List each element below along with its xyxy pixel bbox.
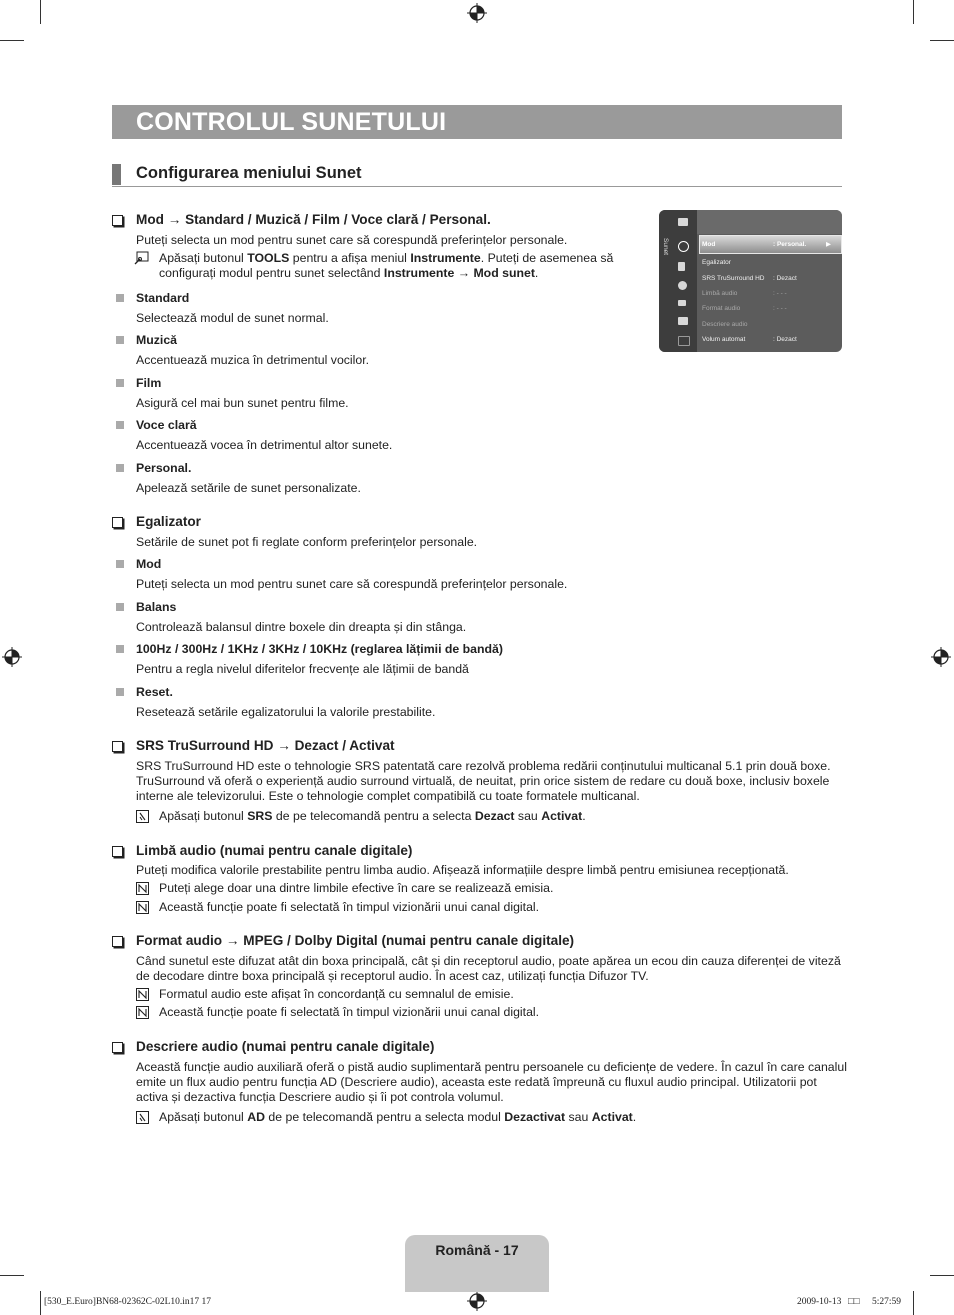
format-note: Formatul audio este afișat în concordanță cu semnalul de emisie. bbox=[159, 987, 514, 1001]
note-text: → bbox=[454, 266, 474, 280]
list-item-desc: Pentru a regla nivelul diferitelor frecvențe ale lățimii de bandă bbox=[136, 662, 469, 676]
srs-description: SRS TruSurround HD este o tehnologie SRS patentată care rezolvă problema redării conținutului multicanal 5.1 prin două boxe. bbox=[136, 759, 831, 773]
note-text: Apăsați butonul bbox=[159, 251, 248, 265]
setup-icon bbox=[678, 281, 687, 290]
note-text: Mod sunet bbox=[473, 266, 535, 280]
mod-heading: Mod → Standard / Muzică / Film / Voce clară / Personal. bbox=[136, 212, 491, 227]
srs-heading: SRS TruSurround HD → Dezact / Activat bbox=[136, 738, 395, 753]
bullet-square-icon bbox=[116, 603, 124, 611]
registration-mark-icon bbox=[2, 647, 22, 667]
note-text: Activat bbox=[541, 809, 583, 823]
note-text: . bbox=[582, 809, 586, 823]
section-divider bbox=[112, 186, 842, 187]
tools-note-icon bbox=[134, 251, 150, 265]
registration-mark-icon bbox=[467, 1291, 487, 1311]
format-description: Când sunetul este difuzat atât din boxa principală, cât și din receptorul audio, poate apărea un ecou din cauza diferenței de viteză bbox=[136, 954, 841, 968]
crop-mark bbox=[0, 1275, 24, 1276]
format-heading: Format audio → MPEG / Dolby Digital (numai pentru canale digitale) bbox=[136, 933, 575, 948]
osd-row-value: : Dezact bbox=[773, 336, 797, 343]
format-note: Această funcție poate fi selectată în timpul vizionării unui canal digital. bbox=[159, 1005, 540, 1019]
checkbox-bullet-icon bbox=[112, 517, 123, 528]
crop-mark bbox=[0, 40, 24, 41]
page-number: Română - 17 bbox=[435, 1242, 519, 1258]
application-icon bbox=[678, 317, 688, 325]
limba-note: Această funcție poate fi selectată în timpul vizionării unui canal digital. bbox=[159, 900, 540, 914]
osd-topbar bbox=[697, 210, 842, 234]
list-item-desc: Accentuează muzica în detrimentul vocilor. bbox=[136, 353, 370, 367]
remote-button-note-icon bbox=[136, 1111, 149, 1124]
note-text: de pe telecomandă pentru a selecta modul bbox=[264, 1110, 505, 1124]
list-item-label: Standard bbox=[136, 291, 190, 305]
osd-selected-row bbox=[699, 235, 842, 254]
checkbox-bullet-icon bbox=[112, 215, 123, 226]
list-item-label: Personal. bbox=[136, 461, 192, 475]
srs-description: interne ale televizorului. Este o tehnologie complet compatibilă cu toate formatele multicanal. bbox=[136, 789, 640, 803]
tv-sound-menu bbox=[659, 210, 842, 352]
note-text: Dezact bbox=[474, 809, 515, 823]
list-item-label: Film bbox=[136, 376, 162, 390]
crop-mark bbox=[40, 0, 41, 24]
checkbox-bullet-icon bbox=[112, 741, 123, 752]
osd-row-label: Format audio bbox=[702, 305, 741, 312]
note-text: de pe telecomandă pentru a selecta bbox=[272, 809, 475, 823]
list-item-desc: Controlează balansul dintre boxele din dreapta și din stânga. bbox=[136, 620, 467, 634]
bullet-square-icon bbox=[116, 336, 124, 344]
osd-row-label: Volum automat bbox=[702, 336, 746, 343]
note-text: Instrumente bbox=[383, 266, 455, 280]
mod-tools-note-line1 bbox=[159, 251, 613, 267]
bullet-square-icon bbox=[116, 645, 124, 653]
limba-note: Puteți alege doar una dintre limbile efective în care se realizează emisia. bbox=[159, 881, 554, 895]
section-title: Configurarea meniului Sunet bbox=[136, 164, 362, 182]
bullet-square-icon bbox=[116, 688, 124, 696]
list-item-label: Voce clară bbox=[136, 418, 197, 432]
list-item-desc: Apelează setările de sunet personalizate. bbox=[136, 481, 361, 495]
print-file-info: [530_E.Euro]BN68-02362C-02L10.in17 17 bbox=[44, 1297, 212, 1307]
list-item-label: Muzică bbox=[136, 333, 177, 347]
note-text: sau bbox=[514, 809, 542, 823]
picture-icon bbox=[678, 218, 688, 226]
descriere-heading: Descriere audio (numai pentru canale digitale) bbox=[136, 1039, 435, 1054]
note-text: SRS bbox=[247, 809, 273, 823]
note-text: . bbox=[632, 1110, 637, 1124]
limba-heading: Limbă audio (numai pentru canale digitale) bbox=[136, 843, 413, 858]
osd-row-value: : - - - bbox=[773, 290, 787, 297]
list-item-label: Reset. bbox=[136, 685, 173, 699]
note-text: Dezactivat bbox=[504, 1110, 566, 1124]
egalizator-description: Setările de sunet pot fi reglate conform preferințelor personale. bbox=[136, 535, 478, 549]
checkbox-bullet-icon bbox=[112, 936, 123, 947]
note-icon bbox=[136, 988, 149, 1001]
crop-mark bbox=[930, 40, 954, 41]
remote-button-note-icon bbox=[136, 810, 149, 823]
osd-arrow-right-icon: ▶ bbox=[826, 241, 831, 248]
list-item-label: Mod bbox=[136, 557, 162, 571]
note-text: AD bbox=[247, 1110, 265, 1124]
format-description: de decodare dintre boxa principală și receptorul audio. În acest caz, utilizați funcția Difuzor TV. bbox=[136, 969, 649, 983]
registration-mark-icon bbox=[931, 647, 951, 667]
list-item-label: 100Hz / 300Hz / 1KHz / 3KHz / 10KHz (reglarea lățimii de bandă) bbox=[136, 642, 503, 656]
crop-mark bbox=[930, 1275, 954, 1276]
descriere-description: activa și dezactiva funcția Descriere audio și îi pot controla volumul. bbox=[136, 1090, 504, 1104]
osd-row-label: SRS TruSurround HD bbox=[702, 275, 765, 282]
list-item-desc: Puteți selecta un mod pentru sunet care să corespundă preferințelor personale. bbox=[136, 577, 568, 591]
list-item-desc: Asigură cel mai bun sunet pentru filme. bbox=[136, 396, 349, 410]
list-item-desc: Accentuează vocea în detrimentul altor sunete. bbox=[136, 438, 393, 452]
osd-row-label: Limbă audio bbox=[702, 290, 738, 297]
print-time: 5:27:59 bbox=[872, 1297, 902, 1307]
osd-row-value: : Personal. bbox=[773, 241, 807, 248]
mod-description: Puteți selecta un mod pentru sunet care să corespundă preferințelor personale. bbox=[136, 233, 568, 247]
channel-icon bbox=[678, 262, 685, 271]
support-icon bbox=[678, 336, 690, 346]
bullet-square-icon bbox=[116, 421, 124, 429]
osd-row-label: Descriere audio bbox=[702, 321, 748, 328]
crop-mark bbox=[913, 1291, 914, 1315]
osd-row-value: : Dezact bbox=[773, 275, 797, 282]
srs-note bbox=[159, 809, 586, 825]
descriere-description: Această funcție audio auxiliară oferă o pistă audio suplimentară pentru persoanele cu deficiențe de vedere. În cazul în care canalul bbox=[136, 1060, 847, 1074]
osd-row-label: Mod bbox=[702, 241, 716, 248]
list-item-label: Balans bbox=[136, 600, 177, 614]
osd-row-label: Egalizator bbox=[702, 259, 731, 266]
crop-mark bbox=[40, 1291, 41, 1315]
bullet-square-icon bbox=[116, 379, 124, 387]
egalizator-heading: Egalizator bbox=[136, 514, 201, 529]
bullet-square-icon bbox=[116, 464, 124, 472]
section-marker bbox=[112, 164, 121, 185]
list-item-desc: Selectează modul de sunet normal. bbox=[136, 311, 329, 325]
note-text: TOOLS bbox=[247, 251, 290, 265]
bullet-square-icon bbox=[116, 560, 124, 568]
print-placeholder: □□ bbox=[848, 1297, 860, 1307]
limba-description: Puteți modifica valorile prestabilite pentru limba audio. Afișează informațiile despre limbă pentru emisiunea recepționată. bbox=[136, 863, 789, 877]
note-icon bbox=[136, 1006, 149, 1019]
page-title: CONTROLUL SUNETULUI bbox=[136, 108, 447, 136]
checkbox-bullet-icon bbox=[112, 846, 123, 857]
bullet-square-icon bbox=[116, 294, 124, 302]
descriere-description: emite un flux audio pentru funcția AD (Descriere audio), aceasta este redată împreună cu fluxul audio principal. Utilizatorii pot bbox=[136, 1075, 817, 1089]
mod-tools-note-line2 bbox=[159, 266, 538, 282]
srs-description: TruSurround vă oferă o experiență audio surround virtuală, de neuitat, prin orice sistem de redare cu două boxe, inclusiv boxele bbox=[136, 774, 830, 788]
osd-row-value: : - - - bbox=[773, 305, 787, 312]
note-text: pentru a afișa meniul bbox=[289, 251, 411, 265]
note-icon bbox=[136, 901, 149, 914]
crop-mark bbox=[913, 0, 914, 24]
descriere-note bbox=[159, 1110, 636, 1126]
note-text: Apăsați butonul bbox=[159, 1110, 248, 1124]
note-text: Instrumente bbox=[410, 251, 481, 265]
list-item-desc: Resetează setările egalizatorului la valorile prestabilite. bbox=[136, 705, 436, 719]
note-icon bbox=[136, 882, 149, 895]
checkbox-bullet-icon bbox=[112, 1042, 123, 1053]
note-text: . bbox=[534, 266, 539, 280]
print-date: 2009-10-13 bbox=[797, 1297, 842, 1307]
note-text: Activat bbox=[591, 1110, 633, 1124]
note-text: configurați modul pentru sunet selectând bbox=[159, 266, 384, 280]
note-text: Apăsați butonul bbox=[159, 809, 248, 823]
osd-side-label: Sunet bbox=[662, 238, 669, 255]
note-text: sau bbox=[565, 1110, 592, 1124]
osd-sidebar bbox=[659, 210, 697, 352]
registration-mark-icon bbox=[467, 3, 487, 23]
note-text: . Puteți de asemenea să bbox=[480, 251, 614, 265]
input-icon bbox=[678, 300, 686, 306]
sound-icon bbox=[678, 241, 689, 252]
